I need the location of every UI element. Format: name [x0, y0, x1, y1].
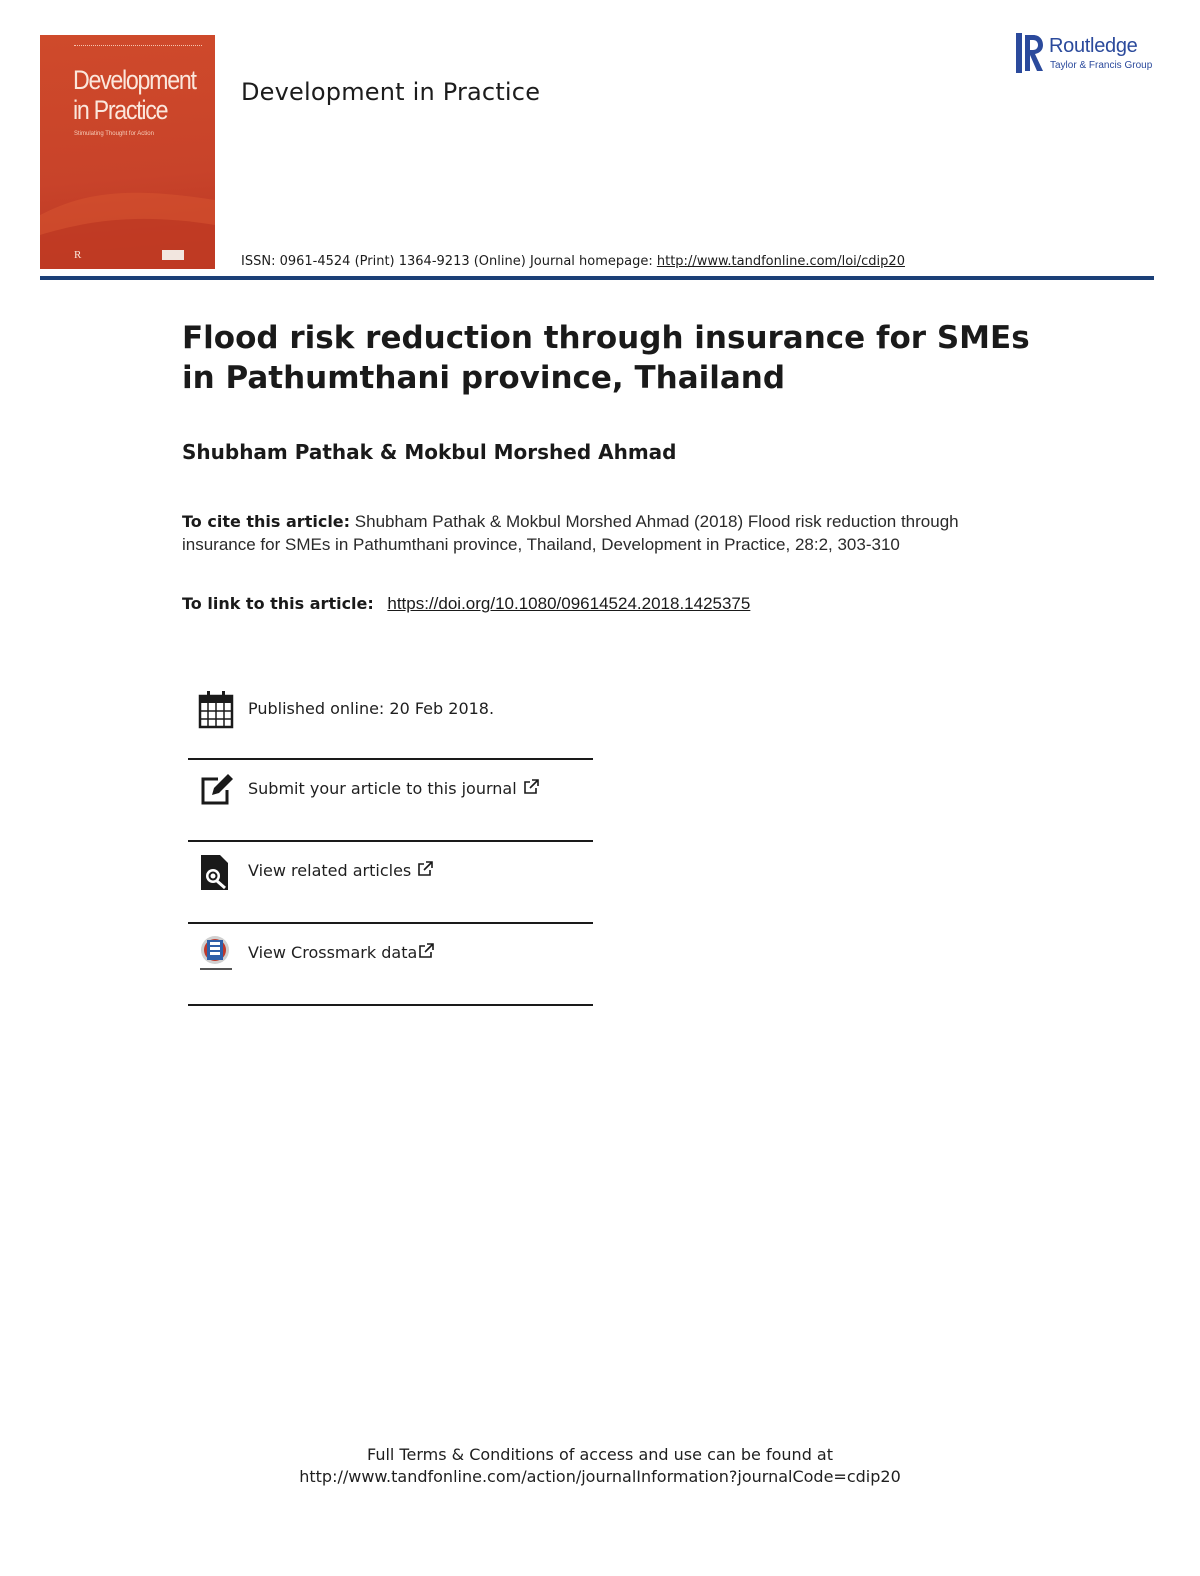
- cover-title-line2: in Practice: [73, 95, 168, 125]
- crossmark-item[interactable]: [188, 924, 593, 1006]
- crossmark-label: View Crossmark data: [248, 943, 418, 962]
- journal-homepage-link[interactable]: http://www.tandfonline.com/loi/cdip20: [656, 254, 905, 269]
- external-link-icon: [417, 861, 433, 877]
- article-authors: Shubham Pathak & Mokbul Morshed Ahmad: [182, 440, 677, 464]
- citation-block: [182, 510, 1002, 556]
- cover-title: [73, 65, 196, 125]
- cover-badge: [162, 250, 184, 260]
- terms-footer-line1: Full Terms & Conditions of access and use can be found at: [366, 1445, 834, 1464]
- calendar-icon: [198, 690, 234, 730]
- journal-cover-image: [40, 35, 215, 269]
- issn-text: ISSN: 0961-4524 (Print) 1364-9213 (Online) Journal homepage:: [241, 254, 657, 269]
- cover-wave-graphic: [40, 175, 215, 269]
- article-actions-list: [188, 680, 593, 1006]
- article-link-label: To link to this article:: [182, 594, 380, 613]
- related-articles-item[interactable]: [188, 842, 593, 924]
- cover-publisher-mark: R: [74, 249, 82, 261]
- related-articles-link[interactable]: [248, 861, 433, 880]
- cover-title-line1: Development: [73, 65, 196, 95]
- edit-icon: [198, 770, 234, 810]
- related-articles-label: View related articles: [248, 861, 412, 880]
- cover-decoration: [74, 45, 202, 49]
- external-link-icon: [418, 943, 434, 959]
- cover-subtitle: Stimulating Thought for Action: [74, 131, 154, 137]
- doi-link[interactable]: https://doi.org/10.1080/09614524.2018.1425375: [387, 594, 751, 613]
- published-online-item: [188, 680, 593, 760]
- issn-line: [241, 254, 905, 269]
- crossmark-link[interactable]: [248, 943, 434, 962]
- submit-article-link[interactable]: [248, 779, 539, 798]
- published-online-text: Published online: 20 Feb 2018.: [248, 699, 495, 718]
- article-title: Flood risk reduction through insurance for SMEs in Pathumthani province, Thailand: [182, 320, 1030, 396]
- publisher-name: Routledge: [1049, 35, 1138, 57]
- submit-article-item[interactable]: [188, 760, 593, 842]
- journal-name: Development in Practice: [241, 78, 541, 106]
- article-link-line: [182, 594, 750, 614]
- terms-footer: [0, 1444, 1200, 1488]
- citation-label: To cite this article:: [182, 512, 351, 531]
- submit-article-label: Submit your article to this journal: [248, 779, 517, 798]
- external-link-icon: [523, 779, 539, 795]
- search-document-icon: [198, 852, 234, 892]
- crossmark-icon: [198, 934, 234, 974]
- publisher-tagline: Taylor & Francis Group: [1050, 60, 1153, 71]
- routledge-r-icon: [1016, 33, 1044, 73]
- citation-text: Shubham Pathak & Mokbul Morshed Ahmad (2018) Flood risk reduction through insurance for SMEs in Pathumthani province, Thailand, Development in Practice, 28:2, 303-310: [182, 512, 959, 554]
- publisher-logo: [1016, 33, 1156, 77]
- header-divider: [40, 276, 1154, 280]
- terms-footer-link[interactable]: http://www.tandfonline.com/action/journalInformation?journalCode=cdip20: [299, 1467, 901, 1486]
